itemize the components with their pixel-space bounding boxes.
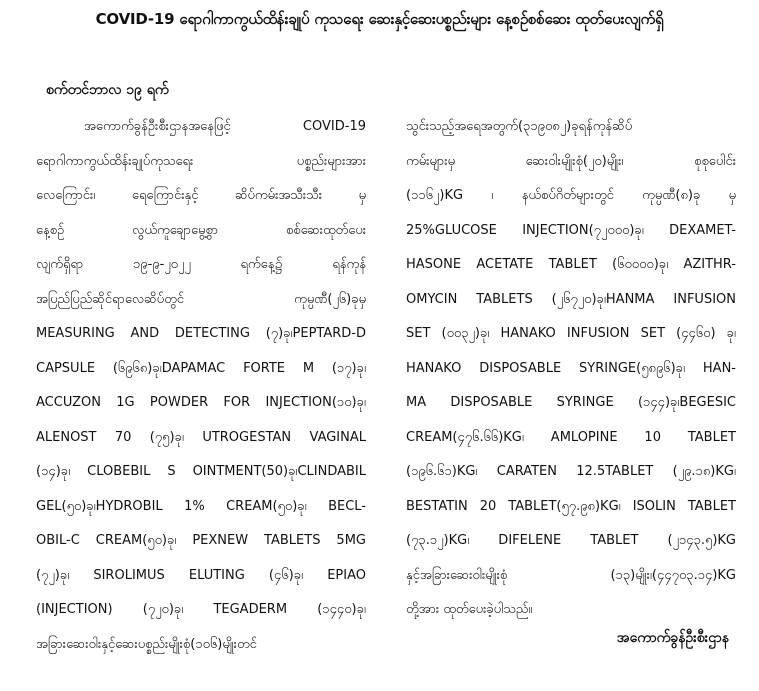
right-line: HANAKO DISPOSABLE SYRINGE(၅၈၉၆)ခု၊ HAN-	[406, 360, 736, 376]
left-line: (၇၂)ခု၊ SIROLIMUS ELUTING (၄၆)ခု၊ EPIAO	[36, 567, 366, 583]
right-line: သွင်းသည့်အရေအတွက်(၃၁၉၀၈၂)ခုရန်ကုန်ဆိပ်	[406, 119, 633, 134]
left-line: (၁၄)ခု၊ CLOBEBIL S OINTMENT(50)ခု၊CLINDABIL	[36, 464, 366, 479]
right-line: ကမ်းများမှ ဆေးဝါးမျိုးစုံ(၂၀)မျိုး၊ စုစုပေါင်း	[406, 153, 736, 169]
left-line: အခြားဆေးဝါးနှင့်ဆေးပစ္စည်းမျိုးစုံ(၁၀၆)မျိုးတင်	[36, 636, 257, 652]
left-line: လေကြောင်း၊ ရေကြောင်းနှင့် ဆိပ်ကမ်းအသီးသီး မှ	[36, 188, 366, 203]
right-line: တို့အား ထုတ်ပေးခဲ့ပါသည်။	[406, 602, 533, 617]
right-line: MA DISPOSABLE SYRINGE (၁၄၄)ခု၊BEGESIC	[406, 395, 736, 410]
right-line: (၇၃.၁၂)KG၊ DIFELENE TABLET (၂၁၄၃.၅)KG	[406, 533, 736, 548]
left-line: GEL(၅၀)ခု၊HYDROBIL 1% CREAM(၅၀)ခု၊ BECL-	[36, 498, 366, 514]
dateline: စက်တင်ဘာလ ၁၉ ရက်	[46, 82, 169, 98]
right-line: နှင့်အခြားဆေးဝါးမျိုးစုံ (၁၃)မျိုး၊(၄၄၇၀၃.၁၄)KG	[406, 567, 736, 583]
left-line: ALENOST 70 (၇၅)ခု၊ UTROGESTAN VAGINAL	[36, 429, 366, 445]
headline: COVID-19 ရောဂါကာကွယ်ထိန်းချုပ် ကုသရေး ဆေးနှင့်ဆေးပစ္စည်းများ နေ့စဉ်စစ်ဆေး ထုတ်ပေးလျက်ရှိ	[95, 10, 664, 28]
left-line: CAPSULE (၆၉၆၈)ခု၊DAPAMAC FORTE M (၁၇)ခု၊	[36, 360, 366, 376]
left-line: ACCUZON 1G POWDER FOR INJECTION(၁၀)ခု၊	[36, 395, 366, 410]
left-line: အကောက်ခွန်ဦးစီးဌာနအနေဖြင့် COVID-19	[84, 119, 366, 134]
left-line: အပြည်ပြည်ဆိုင်ရာလေဆိပ်တွင် ကုမ္ပဏီ(၂၆)ခုမှ	[36, 291, 366, 307]
right-line: OMYCIN TABLETS (၂၆၇၂၀)ခု၊HANMA INFUSION	[406, 291, 736, 307]
right-line: HASONE ACETATE TABLET (၆၀၀၀၀)ခု၊ AZITHR-	[406, 257, 736, 272]
right-line: BESTATIN 20 TABLET(၅၇.၉၈)KG၊ ISOLIN TABLET	[406, 498, 736, 514]
left-line: နေ့စဉ် လွယ်ကူချောမွေ့စွာ စစ်ဆေးထုတ်ပေး	[36, 222, 366, 238]
left-line: OBIL-C CREAM(၅၀)ခု၊ PEXNEW TABLETS 5MG	[36, 533, 366, 548]
right-line: SET (၀၀၃၂)ခု၊ HANAKO INFUSION SET (၄၄၆၀) ခု၊	[406, 326, 736, 341]
right-line: 25%GLUCOSE INJECTION(၇၂၀၀၀)ခု၊ DEXAMET-	[406, 222, 736, 238]
left-line: (INJECTION) (၇၂၀)ခု၊ TEGADERM (၁၄၄၀)ခု၊	[36, 602, 366, 617]
left-line: MEASURING AND DETECTING (၇)ခု၊PEPTARD-D	[36, 326, 366, 341]
right-line: (၁၁၆၂)KG ၊ နယ်စပ်ဂိတ်များတွင် ကုမ္ပဏီ(၈)ခု မှ	[406, 188, 736, 203]
right-line: (၁၉၆.၆၁)KG၊ CARATEN 12.5TABLET (၂၉.၁၈)KG၊	[406, 464, 736, 479]
right-column	[406, 116, 736, 634]
left-line: ရောဂါကာကွယ်ထိန်းချုပ်ကုသရေး ပစ္စည်းများအား	[36, 153, 366, 169]
right-line: CREAM(၄၇၆.၆၆)KG၊ AMLOPINE 10 TABLET	[406, 429, 736, 445]
left-line: လျက်ရှိရာ ၁၉-၉-၂၀၂၂ ရက်နေ့၌ ရန်ကုန်	[36, 257, 366, 272]
signature: အကောက်ခွန်ဦးစီးဌာန	[616, 630, 729, 646]
left-column	[36, 116, 366, 668]
